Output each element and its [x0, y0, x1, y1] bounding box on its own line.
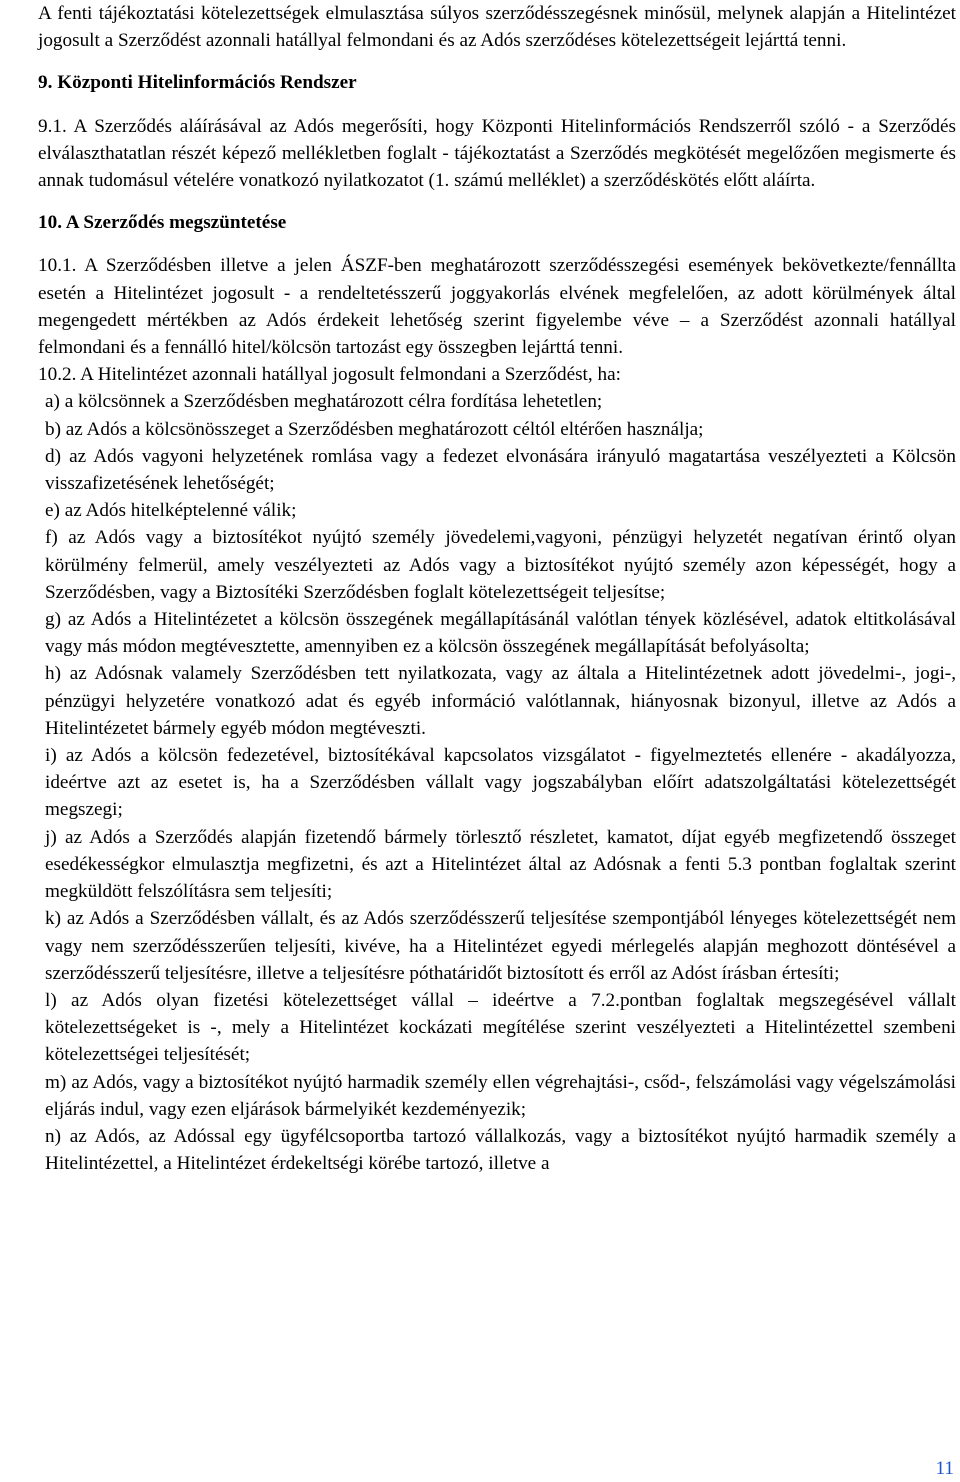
list-item-f: f) az Adós vagy a biztosítékot nyújtó személy jövedelemi,vagyoni, pénzügyi helyzetét negatívan érintő olyan körülmény felmerül, amely veszélyezteti az Adós vagy a biztosítékot nyújtó személy azon képességét, hogy a Szerződésben, vagy a Biztosítéki Szerződésben foglalt kötelezettségeit teljesítse;	[45, 527, 956, 603]
list-item-a: a) a kölcsönnek a Szerződésben meghatározott célra fordítása lehetetlen;	[45, 391, 603, 413]
list-item-n: n) az Adós, az Adóssal egy ügyfélcsoportba tartozó vállalkozás, vagy a biztosítékot nyújtó harmadik személy a Hitelintézettel, a Hitelintézet érdekeltségi körébe tartozó, illetve a	[45, 1125, 956, 1175]
list-item-d: d) az Adós vagyoni helyzetének romlása vagy a fedezet elvonására irányuló magatartása veszélyezteti a Kölcsön visszafizetésének lehetőségét;	[45, 445, 956, 495]
section-9-1-paragraph: 9.1. A Szerződés aláírásával az Adós megerősíti, hogy Központi Hitelinformációs Rendszerről szóló - a Szerződés elválaszthatatlan részét képező mellékletben foglalt - tájékoztatást a Szerződés megkötését megelőzően megismerte és annak tudomásul vételére vonatkozó nyilatkozatot (1. számú melléklet) a szerződéskötés előtt aláírta.	[38, 115, 956, 192]
list-item-l: l) az Adós olyan fizetési kötelezettséget vállal – ideértve a 7.2.pontban foglaltak megszegésével vállalt kötelezettségeket is -, mely a Hitelintézet kockázati megítélése szerint veszélyezteti a Hitelintézettel szembeni kötelezettségei teljesítését;	[45, 989, 956, 1066]
intro-paragraph: A fenti tájékoztatási kötelezettségek elmulasztása súlyos szerződésszegésnek minősül, melynek alapján a Hitelintézet jogosult a Szerződést azonnali hatállyal felmondani és az Adós szerződéses kötelezettségeit lejárttá tenni.	[38, 3, 956, 52]
list-item-j: j) az Adós a Szerződés alapján fizetendő bármely törlesztő részletet, kamatot, díjat egyéb megfizetendő összeget esedékességkor elmulasztja megfizetni, és azt a Hitelintézet által az Adósnak a fenti 5.3 pontban foglaltak szerint megküldött felszólításra sem teljesíti;	[45, 826, 956, 903]
section-9-heading: 9. Központi Hitelinformációs Rendszer	[38, 72, 357, 94]
section-10-2-paragraph: 10.2. A Hitelintézet azonnali hatállyal jogosult felmondani a Szerződést, ha:	[38, 364, 621, 386]
list-item-h: h) az Adósnak valamely Szerződésben tett nyilatkozata, vagy az általa a Hitelintézetnek adott jövedelmi-, jogi-, pénzügyi helyzetére vonatkozó adat és egyéb információ valótlannak, hiányosnak bizonyul, illetve az Adós a Hitelintézetet bármely egyéb módon megtéveszti.	[45, 663, 956, 739]
list-item-i: i) az Adós a kölcsön fedezetével, biztosítékával kapcsolatos vizsgálatot - figyelmeztetés ellenére - akadályozza, ideértve azt az esetet is, ha a Szerződésben vállalt vagy jogszabályban előírt adatszolgáltatási kötelezettségét megszegi;	[45, 745, 956, 821]
list-item-g: g) az Adós a Hitelintézetet a kölcsön összegének megállapításánál valótlan tények közlésével, adatok eltitkolásával vagy más módon megtévesztette, amennyiben ez a kölcsön összegének megállapítását befolyásolta;	[45, 609, 956, 658]
page-number: 11	[935, 1458, 954, 1479]
document-page	[38, 0, 956, 1177]
section-10-heading: 10. A Szerződés megszüntetése	[38, 212, 287, 234]
list-item-m: m) az Adós, vagy a biztosítékot nyújtó harmadik személy ellen végrehajtási-, csőd-, felszámolási vagy végelszámolási eljárás indul, vagy ezen eljárások bármelyikét kezdeményezik;	[45, 1071, 956, 1120]
section-10-1-paragraph: 10.1. A Szerződésben illetve a jelen ÁSZF-ben meghatározott szerződésszegési események bekövetkezte/fennállta esetén a Hitelintézet jogosult - a rendeltetésszerű joggyakorlás elvének megfelelően, az adott körülmények által megengedett mértékben az Adós érdekeit lehetőség szerint figyelembe véve – a Szerződést azonnali hatállyal felmondani és a fennálló hitel/kölcsön tartozást egy összegben lejárttá tenni.	[38, 255, 956, 359]
list-item-k: k) az Adós a Szerződésben vállalt, és az Adós szerződésszerű teljesítése szempontjából lényeges kötelezettségét nem vagy nem szerződésszerűen teljesíti, kivéve, ha a Hitelintézet egyedi mérlegelés alapján meghozott döntésével a szerződésszerű teljesítésre, illetve a teljesítésre póthatáridőt biztosított és erről az Adóst írásban értesíti;	[45, 908, 956, 984]
list-item-e: e) az Adós hitelképtelenné válik;	[45, 500, 297, 522]
list-item-b: b) az Adós a kölcsönösszeget a Szerződésben meghatározott céltól eltérően használja;	[45, 418, 704, 440]
